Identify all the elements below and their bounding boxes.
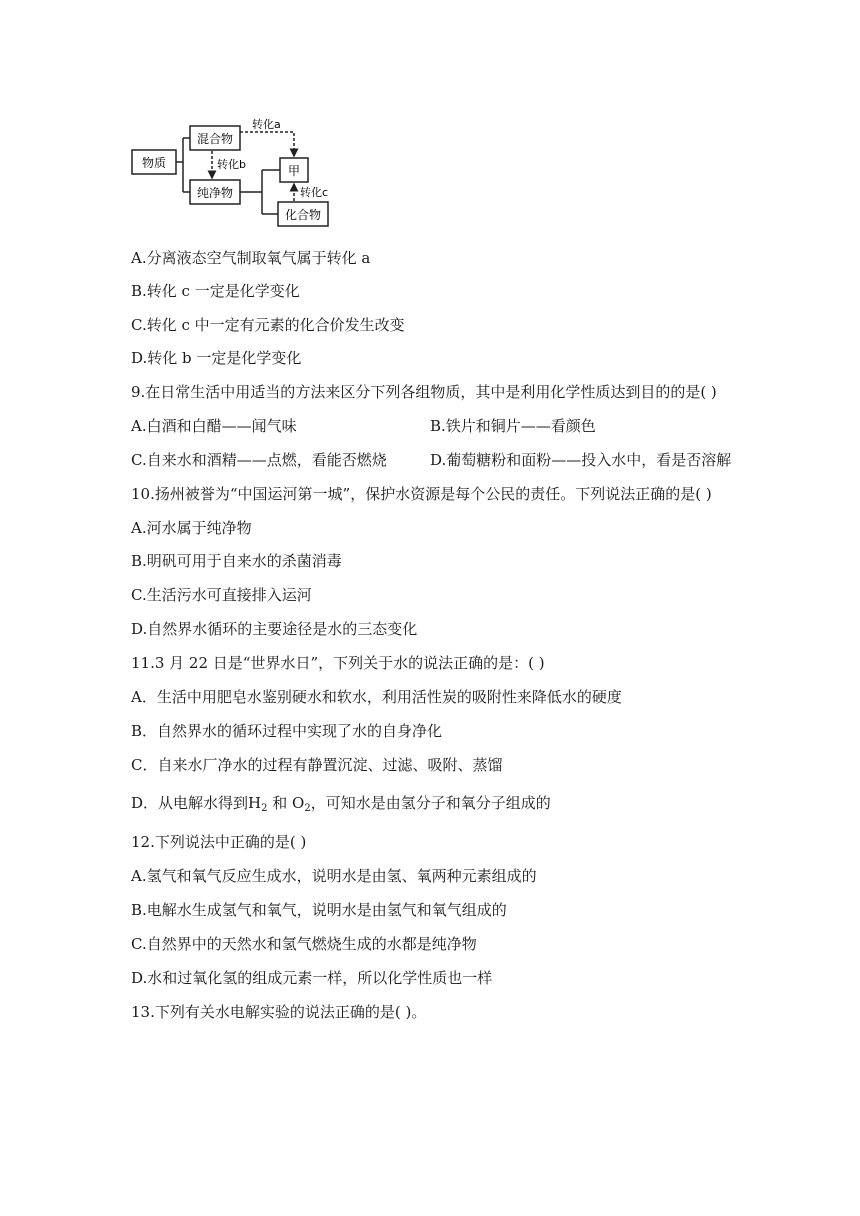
q10-option-a: A.河水属于纯净物 (131, 519, 252, 537)
q9-option-a: A.白酒和白醋——闻气味 (131, 417, 297, 435)
q12-option-d: D.水和过氧化氢的组成元素一样，所以化学性质也一样 (131, 969, 493, 987)
substance-classification-diagram (128, 118, 368, 230)
q11-option-d: D．从电解水得到$H_2$ 和 $O_2$，可知水是由氢分子和氧分子组成的 (131, 794, 551, 814)
q8-option-d: D.转化 b 一定是化学变化 (131, 349, 302, 367)
q9-option-c: C.自来水和酒精——点燃，看能否燃烧 (131, 451, 387, 469)
mixture-label: 混合物 (196, 132, 234, 146)
q11-option-b: B．自然界水的循环过程中实现了水的自身净化 (131, 722, 443, 740)
q13-stem: 13.下列有关水电解实验的说法正确的是( )。 (131, 1003, 427, 1021)
q12-option-a: A.氢气和氧气反应生成水，说明水是由氢、氧两种元素组成的 (131, 867, 537, 885)
q10-option-b: B.明矾可用于自来水的杀菌消毒 (131, 552, 342, 570)
q11-option-c: C．自来水厂净水的过程有静置沉淀、过滤、吸附、蒸馏 (131, 756, 503, 774)
q10-option-d: D.自然界水循环的主要途径是水的三态变化 (131, 620, 418, 638)
q8-option-b: B.转化 c 一定是化学变化 (131, 282, 300, 300)
q8-option-c: C.转化 c 中一定有元素的化合价发生改变 (131, 316, 405, 334)
q8-option-a: A.分离液态空气制取氧气属于转化 a (131, 249, 371, 267)
transform-a-label: 转化a (252, 118, 281, 131)
transform-a-arrow (240, 132, 294, 156)
jia-label: 甲 (287, 164, 301, 178)
q9-stem: 9.在日常生活中用适当的方法来区分下列各组物质，其中是利用化学性质达到目的的是( ) (131, 383, 717, 401)
transform-c-label: 转化c (300, 186, 329, 199)
q11-stem: 11.3 月 22 日是“世界水日”，下列关于水的说法正确的是：( ) (131, 654, 545, 672)
q11-option-a: A．生活中用肥皂水鉴别硬水和软水，利用活性炭的吸附性来降低水的硬度 (131, 688, 622, 706)
q12-stem: 12.下列说法中正确的是( ) (131, 833, 307, 851)
root-label: 物质 (141, 156, 167, 170)
transform-b-label: 转化b (217, 158, 246, 171)
q10-stem: 10.扬州被誉为“中国运河第一城”，保护水资源是每个公民的责任。下列说法正确的是( ) (131, 485, 712, 503)
q10-option-c: C.生活污水可直接排入运河 (131, 586, 312, 604)
q12-option-c: C.自然界中的天然水和氢气燃烧生成的水都是纯净物 (131, 935, 477, 953)
q9-option-b: B.铁片和铜片——看颜色 (430, 417, 596, 435)
pure-label: 纯净物 (196, 186, 234, 200)
q9-option-d: D.葡萄糖粉和面粉——投入水中，看是否溶解 (430, 451, 732, 469)
compound-label: 化合物 (284, 208, 322, 222)
q12-option-b: B.电解水生成氢气和氧气，说明水是由氢气和氧气组成的 (131, 901, 507, 919)
